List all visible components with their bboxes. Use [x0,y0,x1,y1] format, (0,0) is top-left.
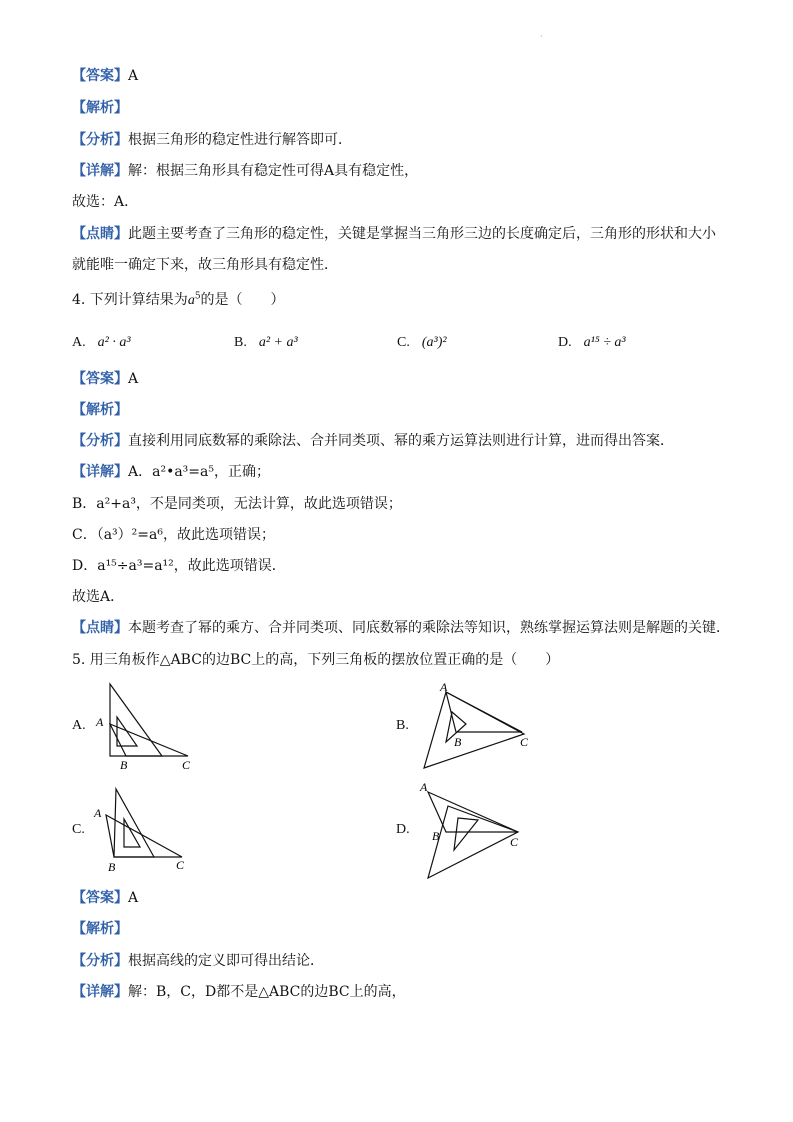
set-square-inner [454,818,478,850]
q3-analysis-heading [72,98,128,118]
analysis-tag: 【解析】 [72,100,128,116]
q5-analysis-heading [72,919,128,939]
q4-option-a [72,332,131,353]
option-label: B. [234,335,247,350]
q4-detail-b [72,494,402,514]
option-label: A. [72,335,86,350]
q4-option-c [397,332,447,353]
comment-text-2: 就能唯一确定下来，故三角形具有稳定性． [72,257,338,273]
option-expr: a¹⁵ ÷ a³ [583,335,626,350]
q5-option-d-label: D. [396,822,410,837]
analysis-tag: 【解析】 [72,921,128,937]
choose-text: 故选：A． [72,194,139,210]
q4-option-d [558,332,626,353]
analysis-label: 【分析】 [72,433,128,449]
q4-option-b [234,332,298,353]
detail-label: 【详解】 [72,163,128,179]
vertex-c-label: C [176,858,185,872]
option-expr: (a³)² [421,335,447,350]
q4-detail-d [72,556,286,576]
q5-detail-line [72,982,406,1002]
comment-label: 【点睛】 [72,620,128,636]
answer-value: A [128,371,139,387]
answer-tag: 【答案】 [72,890,128,906]
triangle-abc [106,815,182,857]
q4-stem-suffix: 的是（ ） [200,292,285,308]
q4-analysis-line [72,431,674,451]
q4-answer-line [72,369,138,389]
figure-b [414,680,544,776]
option-label: D. [558,335,572,350]
q4-choose-line [72,587,124,607]
q3-answer-line [72,66,138,86]
vertex-b-label: B [108,860,116,874]
q5-analysis-line [72,951,324,971]
analysis-tag: 【解析】 [72,402,128,418]
q4-stem-exp: 5 [194,291,201,302]
vertex-c-label: C [510,835,519,849]
figure-c [90,785,200,877]
vertex-a-label: A [94,806,102,820]
q4-stem-prefix: 4. 下列计算结果为 [72,292,188,308]
detail-a-text: A．a²•a³=a⁵，正确； [128,464,270,480]
q5-option-c-label: C. [72,822,85,837]
answer-tag: 【答案】 [72,371,128,387]
figure-d [414,778,544,882]
detail-text: 解：B，C，D都不是△ABC的边BC上的高， [128,984,406,1000]
q4-stem [72,290,285,311]
answer-tag: 【答案】 [72,68,128,84]
comment-text: 本题考查了幂的乘方、合并同类项、同底数幂的乘除法等知识，熟练掌握运算法则是解题的关键． [128,620,730,636]
option-expr: a² · a³ [97,335,131,350]
q3-choose-line [72,192,138,212]
vertex-c-label: C [520,735,529,749]
vertex-b-label: B [454,735,462,749]
q4-comment-line [72,618,730,638]
set-square-inner [117,717,137,746]
detail-d-text: D．a¹⁵÷a³=a¹²，故此选项错误． [72,558,286,574]
vertex-a-label: A [440,680,448,694]
q3-comment-line [72,224,716,244]
q4-analysis-heading [72,400,128,420]
q4-detail-a [72,462,270,482]
q5-option-b-label: B. [396,718,409,733]
choose-text: 故选A． [72,589,125,605]
analysis-label: 【分析】 [72,132,128,148]
q3-analysis-line [72,130,352,150]
vertex-a-label: A [420,780,428,794]
vertex-a-label: A [96,715,104,729]
vertex-b-label: B [120,758,128,772]
option-label: C. [397,335,410,350]
detail-label: 【详解】 [72,464,128,480]
comment-label: 【点睛】 [72,226,128,242]
figure-a [90,680,200,776]
detail-label: 【详解】 [72,984,128,1000]
option-expr: a² + a³ [258,335,298,350]
detail-text: 解：根据三角形具有稳定性可得A具有稳定性， [128,163,419,179]
q3-detail-line [72,161,418,181]
page-mark: · [540,32,543,41]
q4-stem-base: a [187,293,195,308]
q5-stem-text: 5. 用三角板作△ABC的边BC上的高，下列三角板的摆放位置正确的是（ ） [72,652,560,668]
analysis-text: 直接利用同底数幂的乘除法、合并同类项、幂的乘方运算法则进行计算，进而得出答案． [128,433,674,449]
q5-option-a-label: A. [72,718,86,733]
vertex-c-label: C [182,758,191,772]
q5-answer-line [72,888,138,908]
set-square [428,806,518,878]
triangle-abc [110,724,188,756]
analysis-text: 根据高线的定义即可得出结论． [128,953,324,969]
vertex-b-label: B [432,829,440,843]
q4-detail-c [72,525,275,545]
answer-value: A [128,68,139,84]
answer-value: A [128,890,139,906]
set-square [424,692,524,768]
analysis-text: 根据三角形的稳定性进行解答即可． [128,132,352,148]
comment-text-1: 此题主要考查了三角形的稳定性，关键是掌握当三角形三边的长度确定后，三角形的形状和大小 [128,226,716,242]
detail-b-text: B．a²+a³，不是同类项，无法计算，故此选项错误； [72,496,402,512]
q3-comment-cont [72,255,338,275]
detail-c-text: C．（a³）²=a⁶，故此选项错误； [72,527,275,543]
q5-stem [72,650,559,670]
analysis-label: 【分析】 [72,953,128,969]
